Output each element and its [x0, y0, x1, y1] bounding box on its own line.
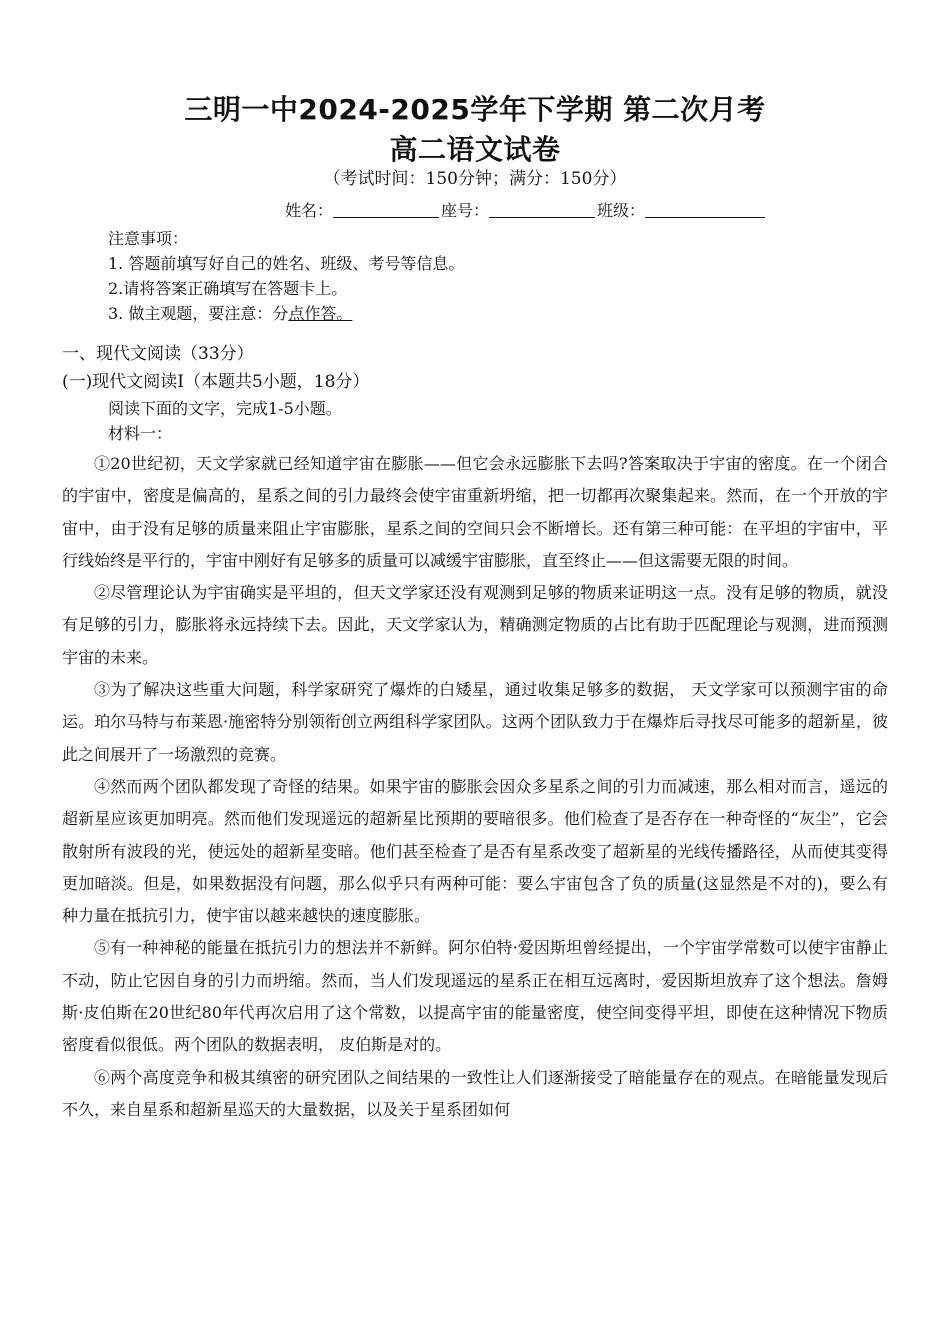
paragraph: ②尽管理论认为宇宙确实是平坦的，但天文学家还没有观测到足够的物质来证明这一点。没有足够的物质，就没有足够的引力，膨胀将永远持续下去。因此，天文学家认为，精确测定物质的占比有助于匹配理论与观测，进而预测宇宙的未来。: [62, 583, 888, 667]
note-item-2: 2.请将答案正确填写在答题卡上。: [108, 279, 348, 298]
reading-instruction: 阅读下面的文字，完成1-5小题。: [108, 399, 342, 418]
class-label: 班级：: [597, 201, 646, 220]
paragraph: ①20世纪初，天文学家就已经知道宇宙在膨胀——但它会永远膨胀下去吗?答案取决于宇宙的密度。在一个闭合的宇宙中，密度是偏高的，星系之间的引力最终会使宇宙重新坍缩，把一切都再次聚集起来。然而，在一个开放的宇宙中，由于没有足够的质量来阻止宇宙膨胀，星系之间的空间只会不断增长。还有第三种可能：在平坦的宇宙中，平行线始终是平行的，宇宙中刚好有足够多的质量可以减缓宇宙膨胀，直至终止——但这需要无限的时间。: [62, 454, 888, 570]
notes-heading: 注意事项：: [108, 229, 189, 248]
note-item-3: [108, 301, 464, 326]
exam-notes: [108, 226, 464, 326]
seat-blank: [489, 201, 595, 218]
exam-title: 三明一中2024-2025学年下学期 第二次月考: [184, 93, 766, 126]
exam-subject-title: 高二语文试卷: [389, 133, 561, 166]
name-label: 姓名：: [285, 201, 334, 220]
seat-label: 座号：: [441, 201, 490, 220]
subsection-heading: (一)现代文阅读Ⅰ（本题共5小题，18分）: [62, 372, 370, 392]
name-blank: [333, 201, 439, 218]
note-item-3-underlined: 点作答。: [288, 304, 353, 323]
note-item-1: 1. 答题前填写好自己的姓名、班级、考号等信息。: [108, 254, 465, 273]
reading-passage: [62, 448, 888, 1126]
class-blank: [645, 201, 765, 218]
section-heading: 一、现代文阅读（33分）: [62, 344, 254, 364]
exam-duration-score: （考试时间：150分钟；满分：150分）: [323, 169, 627, 189]
note-item-3-text: 3. 做主观题，要注意：分: [108, 304, 289, 323]
student-info-line: [285, 198, 767, 221]
material-label: 材料一：: [108, 424, 173, 443]
paragraph: ④然而两个团队都发现了奇怪的结果。如果宇宙的膨胀会因众多星系之间的引力而减速，那么相对而言，遥远的超新星应该更加明亮。然而他们发现遥远的超新星比预期的要暗很多。他们检查了是否存在一种奇怪的“灰尘”，它会散射所有波段的光，使远处的超新星变暗。他们甚至检查了是否有星系改变了超新星的光线传播路径，从而使其变得更加暗淡。但是，如果数据没有问题，那么似乎只有两种可能：要么宇宙包含了负的质量(这显然是不对的)，要么有种力量在抵抗引力，使宇宙以越来越快的速度膨胀。: [62, 776, 888, 926]
paragraph: ⑥两个高度竞争和极其缜密的研究团队之间结果的一致性让人们逐渐接受了暗能量存在的观点。在暗能量发现后不久，来自星系和超新星巡天的大量数据，以及关于星系团如何: [62, 1067, 888, 1119]
paragraph: ⑤有一种神秘的能量在抵抗引力的想法并不新鲜。阿尔伯特·爱因斯坦曾经提出，一个宇宙学常数可以使宇宙静止不动，防止它因自身的引力而坍缩。然而，当人们发现遥远的星系正在相互远离时，爱因斯坦放弃了这个想法。詹姆斯·皮伯斯在20世纪80年代再次启用了这个常数，以提高宇宙的能量密度，使空间变得平坦，即使在这种情况下物质密度看似很低。两个团队的数据表明， 皮伯斯是对的。: [62, 938, 888, 1055]
paragraph: ③为了解决这些重大问题，科学家研究了爆炸的白矮星，通过收集足够多的数据， 天文学家可以预测宇宙的命运。珀尔马特与布莱恩·施密特分别领衔创立两组科学家团队。这两个团队致力于在爆炸后寻找尽可能多的超新星，彼此之间展开了一场激烈的竞赛。: [62, 680, 888, 764]
